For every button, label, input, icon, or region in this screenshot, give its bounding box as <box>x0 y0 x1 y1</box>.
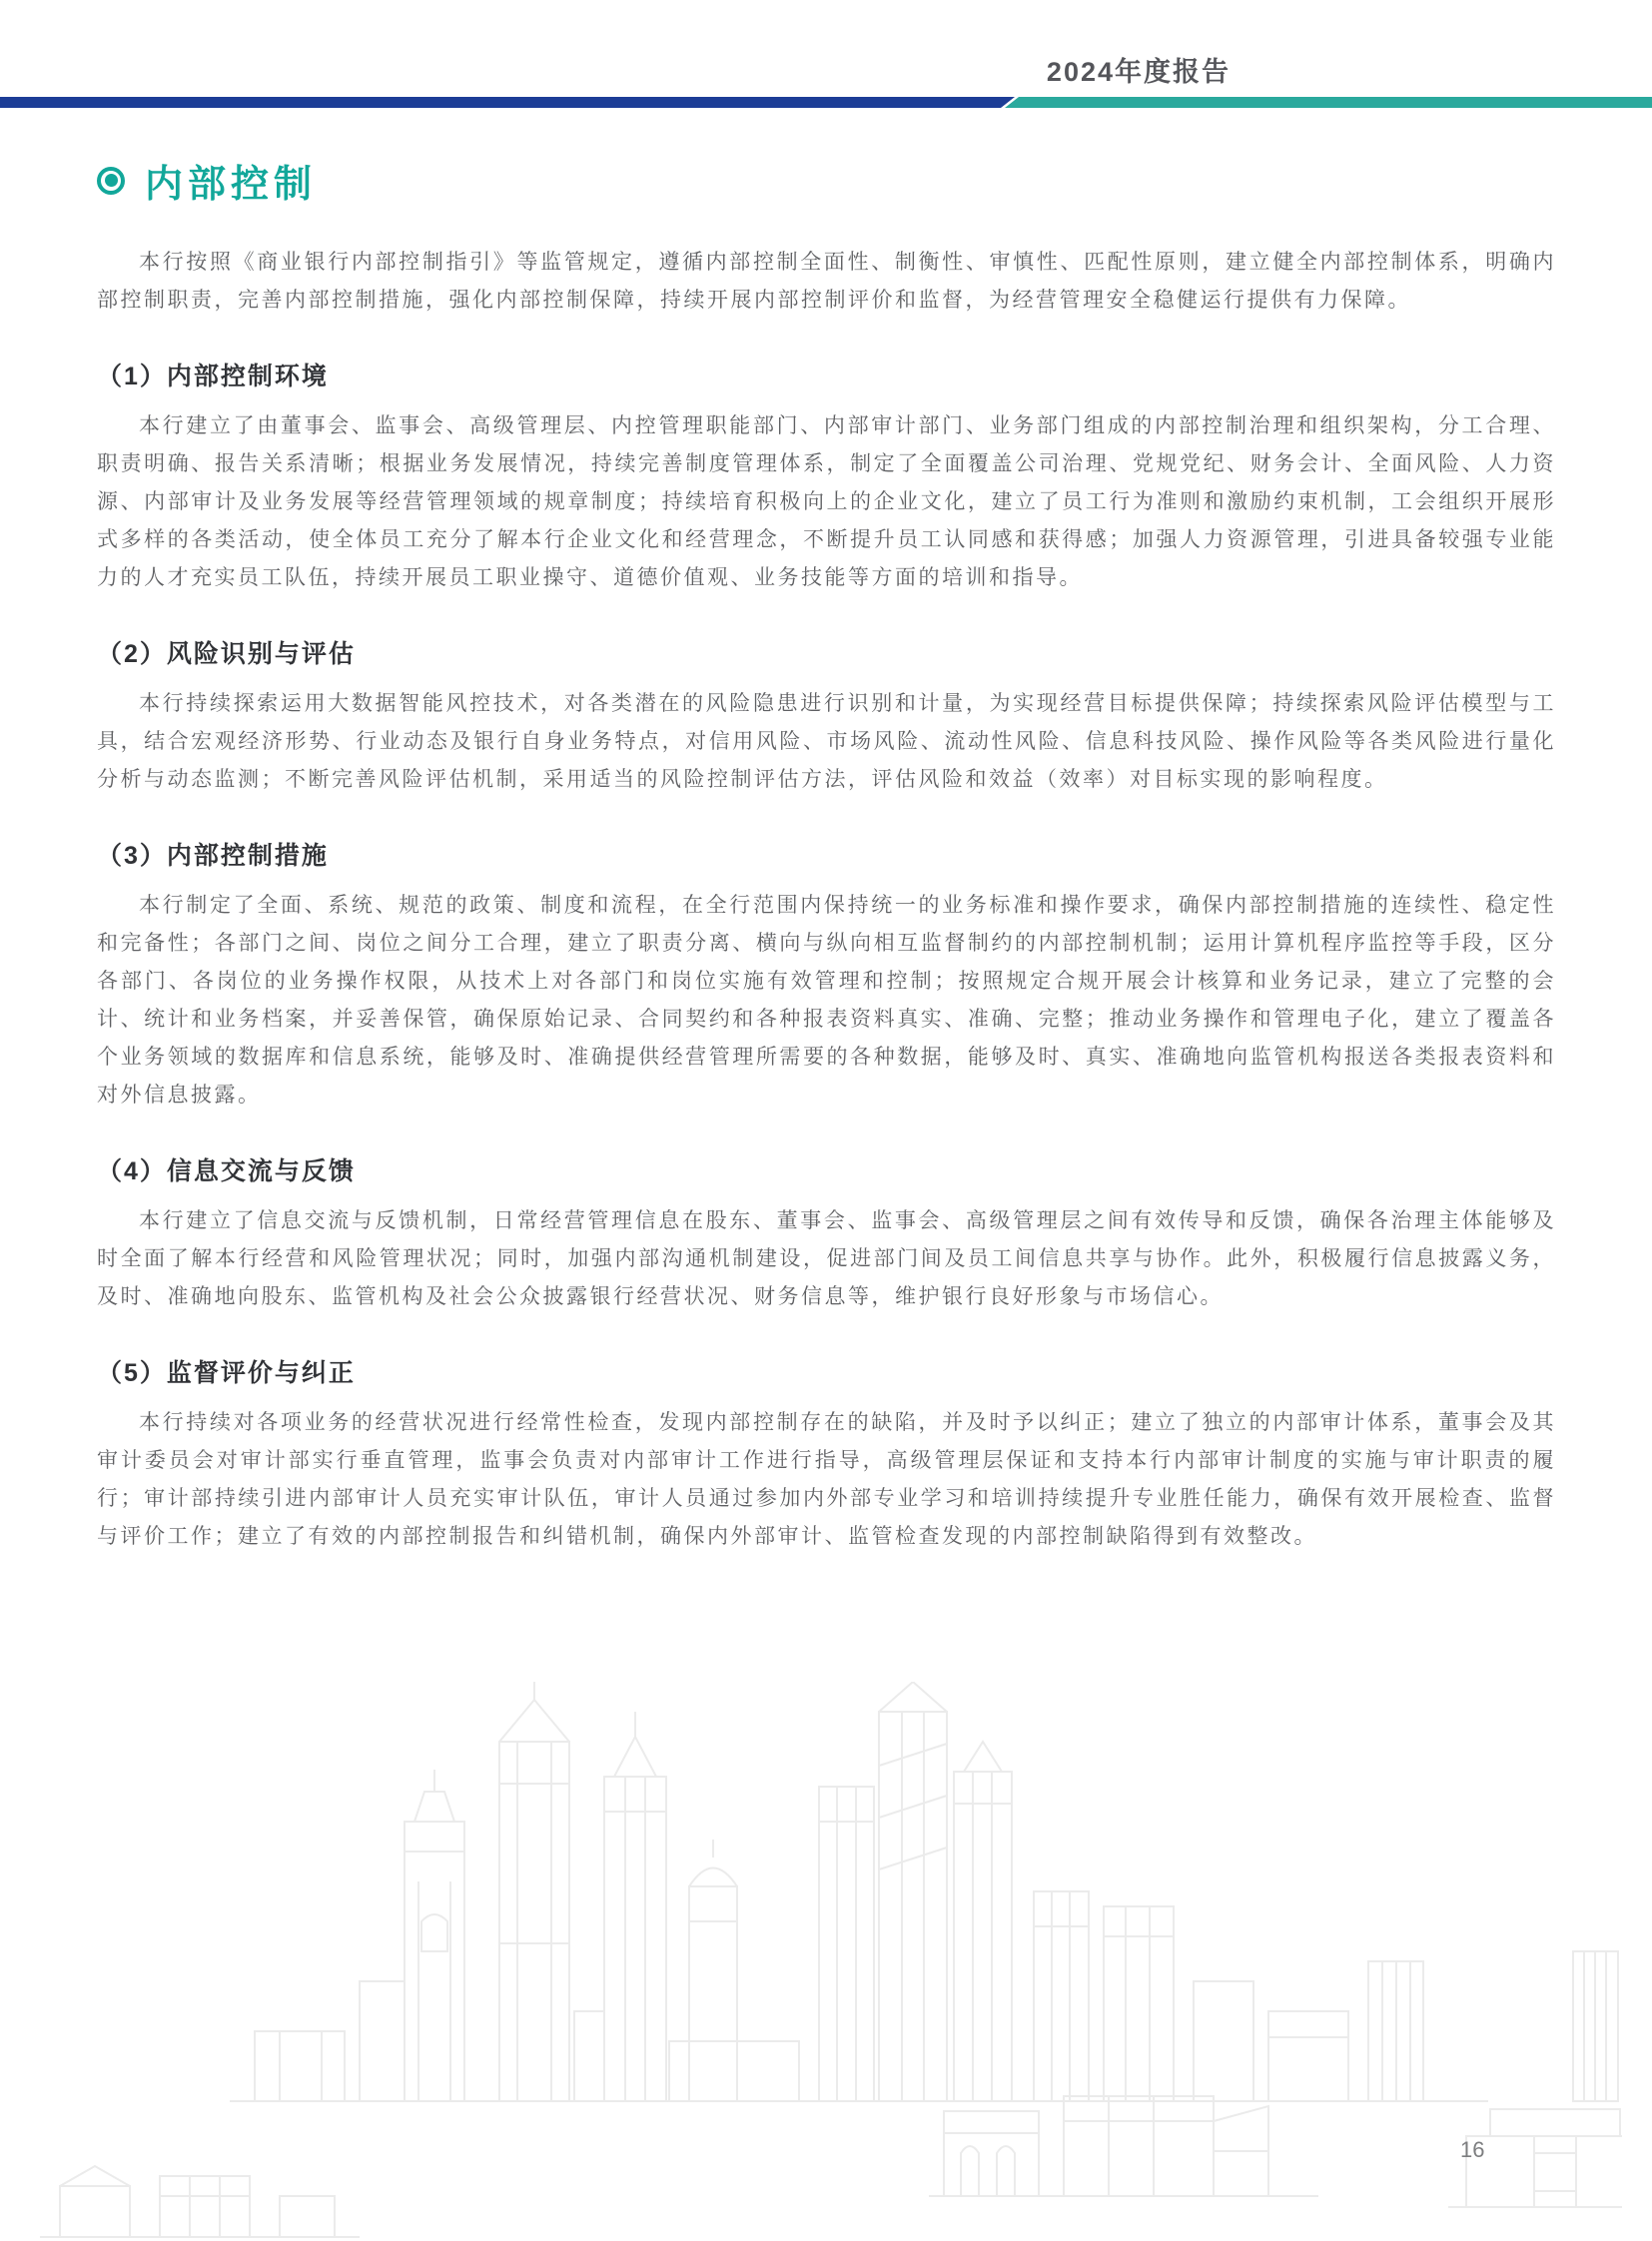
section-heading: （3）内部控制措施 <box>97 842 329 870</box>
section-supervision-evaluation <box>97 1358 1556 1556</box>
page-title <box>97 153 1556 208</box>
section-internal-control-measures <box>97 841 1556 1115</box>
section-heading: （5）监督评价与纠正 <box>97 1359 356 1387</box>
article <box>97 0 1556 1556</box>
city-skyline-icon <box>30 1682 1622 2241</box>
section-internal-control-environment <box>97 362 1556 597</box>
page-number: 16 <box>1460 2137 1485 2162</box>
section-heading: （2）风险识别与评估 <box>97 640 356 668</box>
bullet-dot <box>105 174 118 187</box>
section-heading: （4）信息交流与反馈 <box>97 1157 356 1185</box>
concentric-circle-bullet-icon <box>97 167 125 195</box>
report-title: 2024年度报告 <box>1046 57 1231 87</box>
section-body: 本行制定了全面、系统、规范的政策、制度和流程，在全行范围内保持统一的业务标准和操作要求，确保内部控制措施的连续性、稳定性和完备性；各部门之间、岗位之间分工合理，建立了职责分离、横向与纵向相互监督制约的内部控制机制；运用计算机程序监控等手段，区分各部门、各岗位的业务操作权限，从技术上对各部门和岗位实施有效管理和控制；按照规定合规开展会计核算和业务记录，建立了完整的会计、统计和业务档案，并妥善保管，确保原始记录、合同契约和各种报表资料真实、准确、完整；推动业务操作和管理电子化，建立了覆盖各个业务领域的数据库和信息系统，能够及时、准确提供经营管理所需要的各种数据，能够及时、真实、准确地向监管机构报送各类报表资料和对外信息披露。 <box>97 894 1556 1107</box>
page-title-text: 内部控制 <box>145 164 318 206</box>
section-information-exchange <box>97 1156 1556 1316</box>
section-body: 本行建立了信息交流与反馈机制，日常经营管理信息在股东、董事会、监事会、高级管理层之间有效传导和反馈，确保各治理主体能够及时全面了解本行经营和风险管理状况；同时，加强内部沟通机制建设，促进部门间及员工间信息共享与协作。此外，积极履行信息披露义务，及时、准确地向股东、监管机构及社会公众披露银行经营状况、财务信息等，维护银行良好形象与市场信心。 <box>97 1209 1556 1308</box>
section-body: 本行持续对各项业务的经营状况进行经常性检查，发现内部控制存在的缺陷，并及时予以纠正；建立了独立的内部审计体系，董事会及其审计委员会对审计部实行垂直管理，监事会负责对内部审计工作进行指导，高级管理层保证和支持本行内部审计制度的实施与审计职责的履行；审计部持续引进内部审计人员充实审计队伍，审计人员通过参加内外部专业学习和培训持续提升专业胜任能力，确保有效开展检查、监督与评价工作；建立了有效的内部控制报告和纠错机制，确保内外部审计、监管检查发现的内部控制缺陷得到有效整改。 <box>97 1411 1556 1548</box>
section-body: 本行持续探索运用大数据智能风控技术，对各类潜在的风险隐患进行识别和计量，为实现经营目标提供保障；持续探索风险评估模型与工具，结合宏观经济形势、行业动态及银行自身业务特点，对信用风险、市场风险、流动性风险、信息科技风险、操作风险等各类风险进行量化分析与动态监测；不断完善风险评估机制，采用适当的风险控制评估方法，评估风险和效益（效率）对目标实现的影响程度。 <box>97 692 1556 791</box>
section-risk-identification <box>97 639 1556 799</box>
section-heading: （1）内部控制环境 <box>97 363 329 390</box>
section-body: 本行建立了由董事会、监事会、高级管理层、内控管理职能部门、内部审计部门、业务部门组成的内部控制治理和组织架构，分工合理、职责明确、报告关系清晰；根据业务发展情况，持续完善制度管理体系，制定了全面覆盖公司治理、党规党纪、财务会计、全面风险、人力资源、内部审计及业务发展等经营管理领域的规章制度；持续培育积极向上的企业文化，建立了员工行为准则和激励约束机制，工会组织开展形式多样的各类活动，使全体员工充分了解本行企业文化和经营理念，不断提升员工认同感和获得感；加强人力资源管理，引进具备较强专业能力的人才充实员工队伍，持续开展员工职业操守、道德价值观、业务技能等方面的培训和指导。 <box>97 414 1556 589</box>
intro-paragraph: 本行按照《商业银行内部控制指引》等监管规定，遵循内部控制全面性、制衡性、审慎性、匹配性原则，建立健全内部控制体系，明确内部控制职责，完善内部控制措施，强化内部控制保障，持续开展内部控制评价和监督，为经营管理安全稳健运行提供有力保障。 <box>97 251 1556 312</box>
